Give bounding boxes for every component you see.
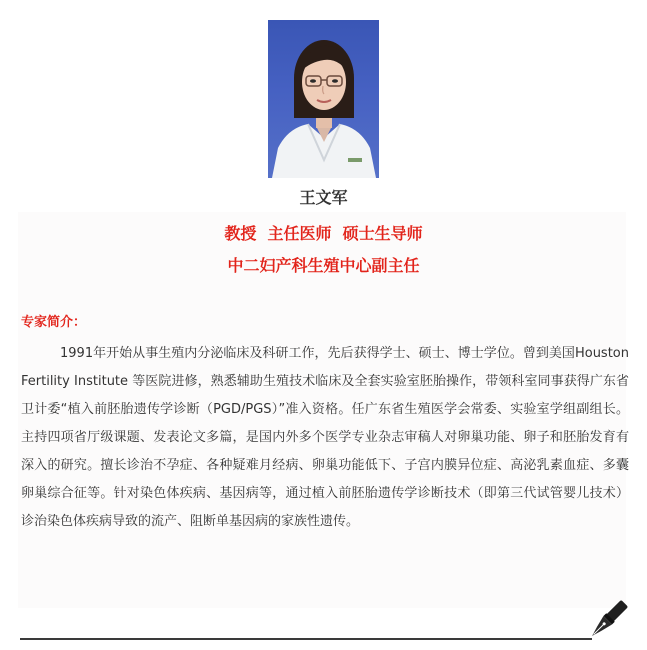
fountain-pen-icon [584,598,630,644]
doctor-name: 王文军 [299,188,348,207]
intro-paragraph [21,340,629,536]
bottom-divider [20,638,592,640]
doctor-titles: 教授 主任医师 硕士生导师 [224,224,423,243]
intro-heading: 专家简介： [21,315,87,330]
doctor-position: 中二妇产科生殖中心副主任 [227,256,420,275]
doctor-photo [268,20,379,178]
intro-text: 1991年开始从事生殖内分泌临床及科研工作，先后获得学士、硕士、博士学位。曾到美国Houston Fertility Institute 等医院进修，熟悉辅助生殖技术临床及全套实验室胚胎操作，带领科室同事获得广东省卫计委“植入前胚胎遗传学诊断（PGD/PGS）”准入资格。任广东省生殖医学会常委、实验室学组副组长。主持四项省厅级课题、发表论文多篇，是国内外多个医学专业杂志审稿人对卵巢功能、卵子和胚胎发育有深入的研究。擅长诊治不孕症、各种疑难月经病、卵巢功能低下、子宫内膜异位症、高泌乳素血症、多囊卵巢综合征等。针对染色体疾病、基因病等，通过植入前胚胎遗传学诊断技术（即第三代试管婴儿技术）诊治染色体疾病导致的流产、阻断单基因病的家族性遗传。 [21,346,629,529]
